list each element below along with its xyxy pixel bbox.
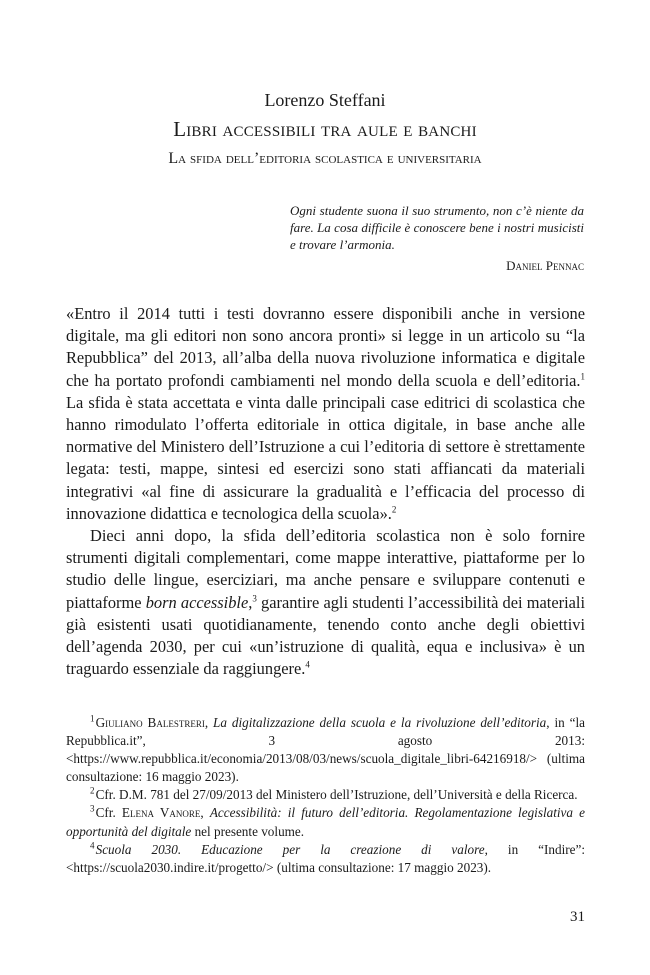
footnote-ref-3: 3 (252, 593, 257, 604)
footnote-ref-4: 4 (305, 659, 310, 670)
footnote-ref-1: 1 (580, 371, 585, 382)
footnote-author: Elena Vanore, (121, 805, 204, 821)
paragraph-1-text: «Entro il 2014 tutti i testi dovranno essere disponibili anche in versione digitale, ma gli editori non sono ancora pronti» si legge in un articolo su “la Repubblica” del 2013, all’alba della nuova rivoluzione informatica e digitale che ha portato profondi cambiamenti nel mondo della scuola e dell’editoria. (66, 304, 585, 390)
paragraph-2: Dieci anni dopo, la sfida dell’editoria scolastica non è solo fornire strumenti digitali complementari, come mappe interattive, piattaforme per lo studio delle lingue, eserciziari, ma anche pensare e sviluppare contenuti e piattaforme born accessible,$^3$ garantire agli studenti l’accessibilità dei materiali già esistenti usati quotidianamente, tenendo conto anche degli obiettivi dell’agenda 2030, per cui «un’istruzione di qualità, equa e inclusiva» è un traguardo essenziale da raggiungere.$^4$ (66, 526, 586, 679)
footnote-number: 2 (90, 785, 95, 796)
footnote-2 (66, 786, 585, 804)
body-text (66, 303, 585, 680)
footnote-number: 4 (90, 840, 95, 851)
footnote-4 (66, 841, 585, 877)
chapter-subtitle: La sfida dell’editoria scolastica e universitaria (168, 150, 482, 167)
footnote-3 (66, 804, 585, 840)
chapter-title: Libri accessibili tra aule e banchi (173, 117, 477, 141)
footnote-text: , in “Indire”: <https://scuola2030.indire.it/progetto/> (ultima consultazione: 17 maggio 2023). (66, 841, 585, 875)
footnote-title: Scuola 2030. Educazione per la creazione di valore (95, 841, 485, 857)
footnote-title: Accessibilità: il futuro dell’editoria. Regolamentazione legislativa e opportunità del digitale (66, 805, 585, 839)
footnote-number: 1 (90, 713, 95, 724)
footnote-1 (66, 714, 585, 786)
footnotes (66, 714, 585, 877)
footnote-text: , in “la Repubblica.it”, 3 agosto 2013: <https://www.repubblica.it/economia/2013/08/03/news/scuola_digitale_libri-64216918/> (ultima consultazione: 16 maggio 2023). (66, 715, 585, 785)
epigraph-quote: Ogni studente suona il suo strumento, non c’è niente da fare. La cosa difficile è conoscere bene i nostri musicisti e trovare l’armonia. (290, 203, 584, 252)
paragraph-1 (66, 303, 585, 525)
footnote-text: nel presente volume. (191, 823, 305, 839)
paragraph-1-text-continued: La sfida è stata accettata e vinta dalle principali case editrici di scolastica che hanno rimodulato l’offerta editoriale in ottica digitale, in base anche alle normative del Ministero dell’Istruzione a cui l’editoria di settore è strettamente legata: testi, mappe, sintesi ed esercizi sono stati affiancati da materiali integrativi «al fine di assicurare la gradualità e l’efficacia del processo di innovazione didattica e tecnologica della scuola». (66, 392, 585, 523)
footnote-number: 3 (90, 804, 95, 815)
epigraph-author: Daniel Pennac (506, 258, 584, 273)
page-number: 31 (570, 909, 585, 925)
chapter-author: Lorenzo Steffani (264, 90, 386, 110)
footnote-author: Giuliano Balestreri, (95, 715, 209, 730)
footnote-ref-2: 2 (391, 504, 397, 515)
footnote-text: Cfr. D.M. 781 del 27/09/2013 del Ministero dell’Istruzione, dell’Università e della Ricerca. (95, 787, 578, 803)
footnote-prefix: Cfr. (95, 805, 122, 821)
paragraph-2-text: Dieci anni dopo, la sfida dell’editoria scolastica non è solo fornire strumenti digitali complementari, come mappe interattive, piattaforme per lo studio delle lingue, eserciziari, ma anche pensare e sviluppare contenuti e piattaforme (66, 526, 585, 612)
footnote-title: La digitalizzazione della scuola e la rivoluzione dell’editoria (213, 715, 547, 730)
paragraph-2-text-continued: garantire agli studenti l’accessibilità dei materiali già esistenti usati quotidianamente, tenendo conto anche degli obiettivi dell’agenda 2030, per cui «un’istruzione di qualità, equa e inclusiva» è un traguardo essenziale da raggiungere. (66, 592, 586, 679)
paragraph-2-italic: born accessible (145, 592, 249, 612)
